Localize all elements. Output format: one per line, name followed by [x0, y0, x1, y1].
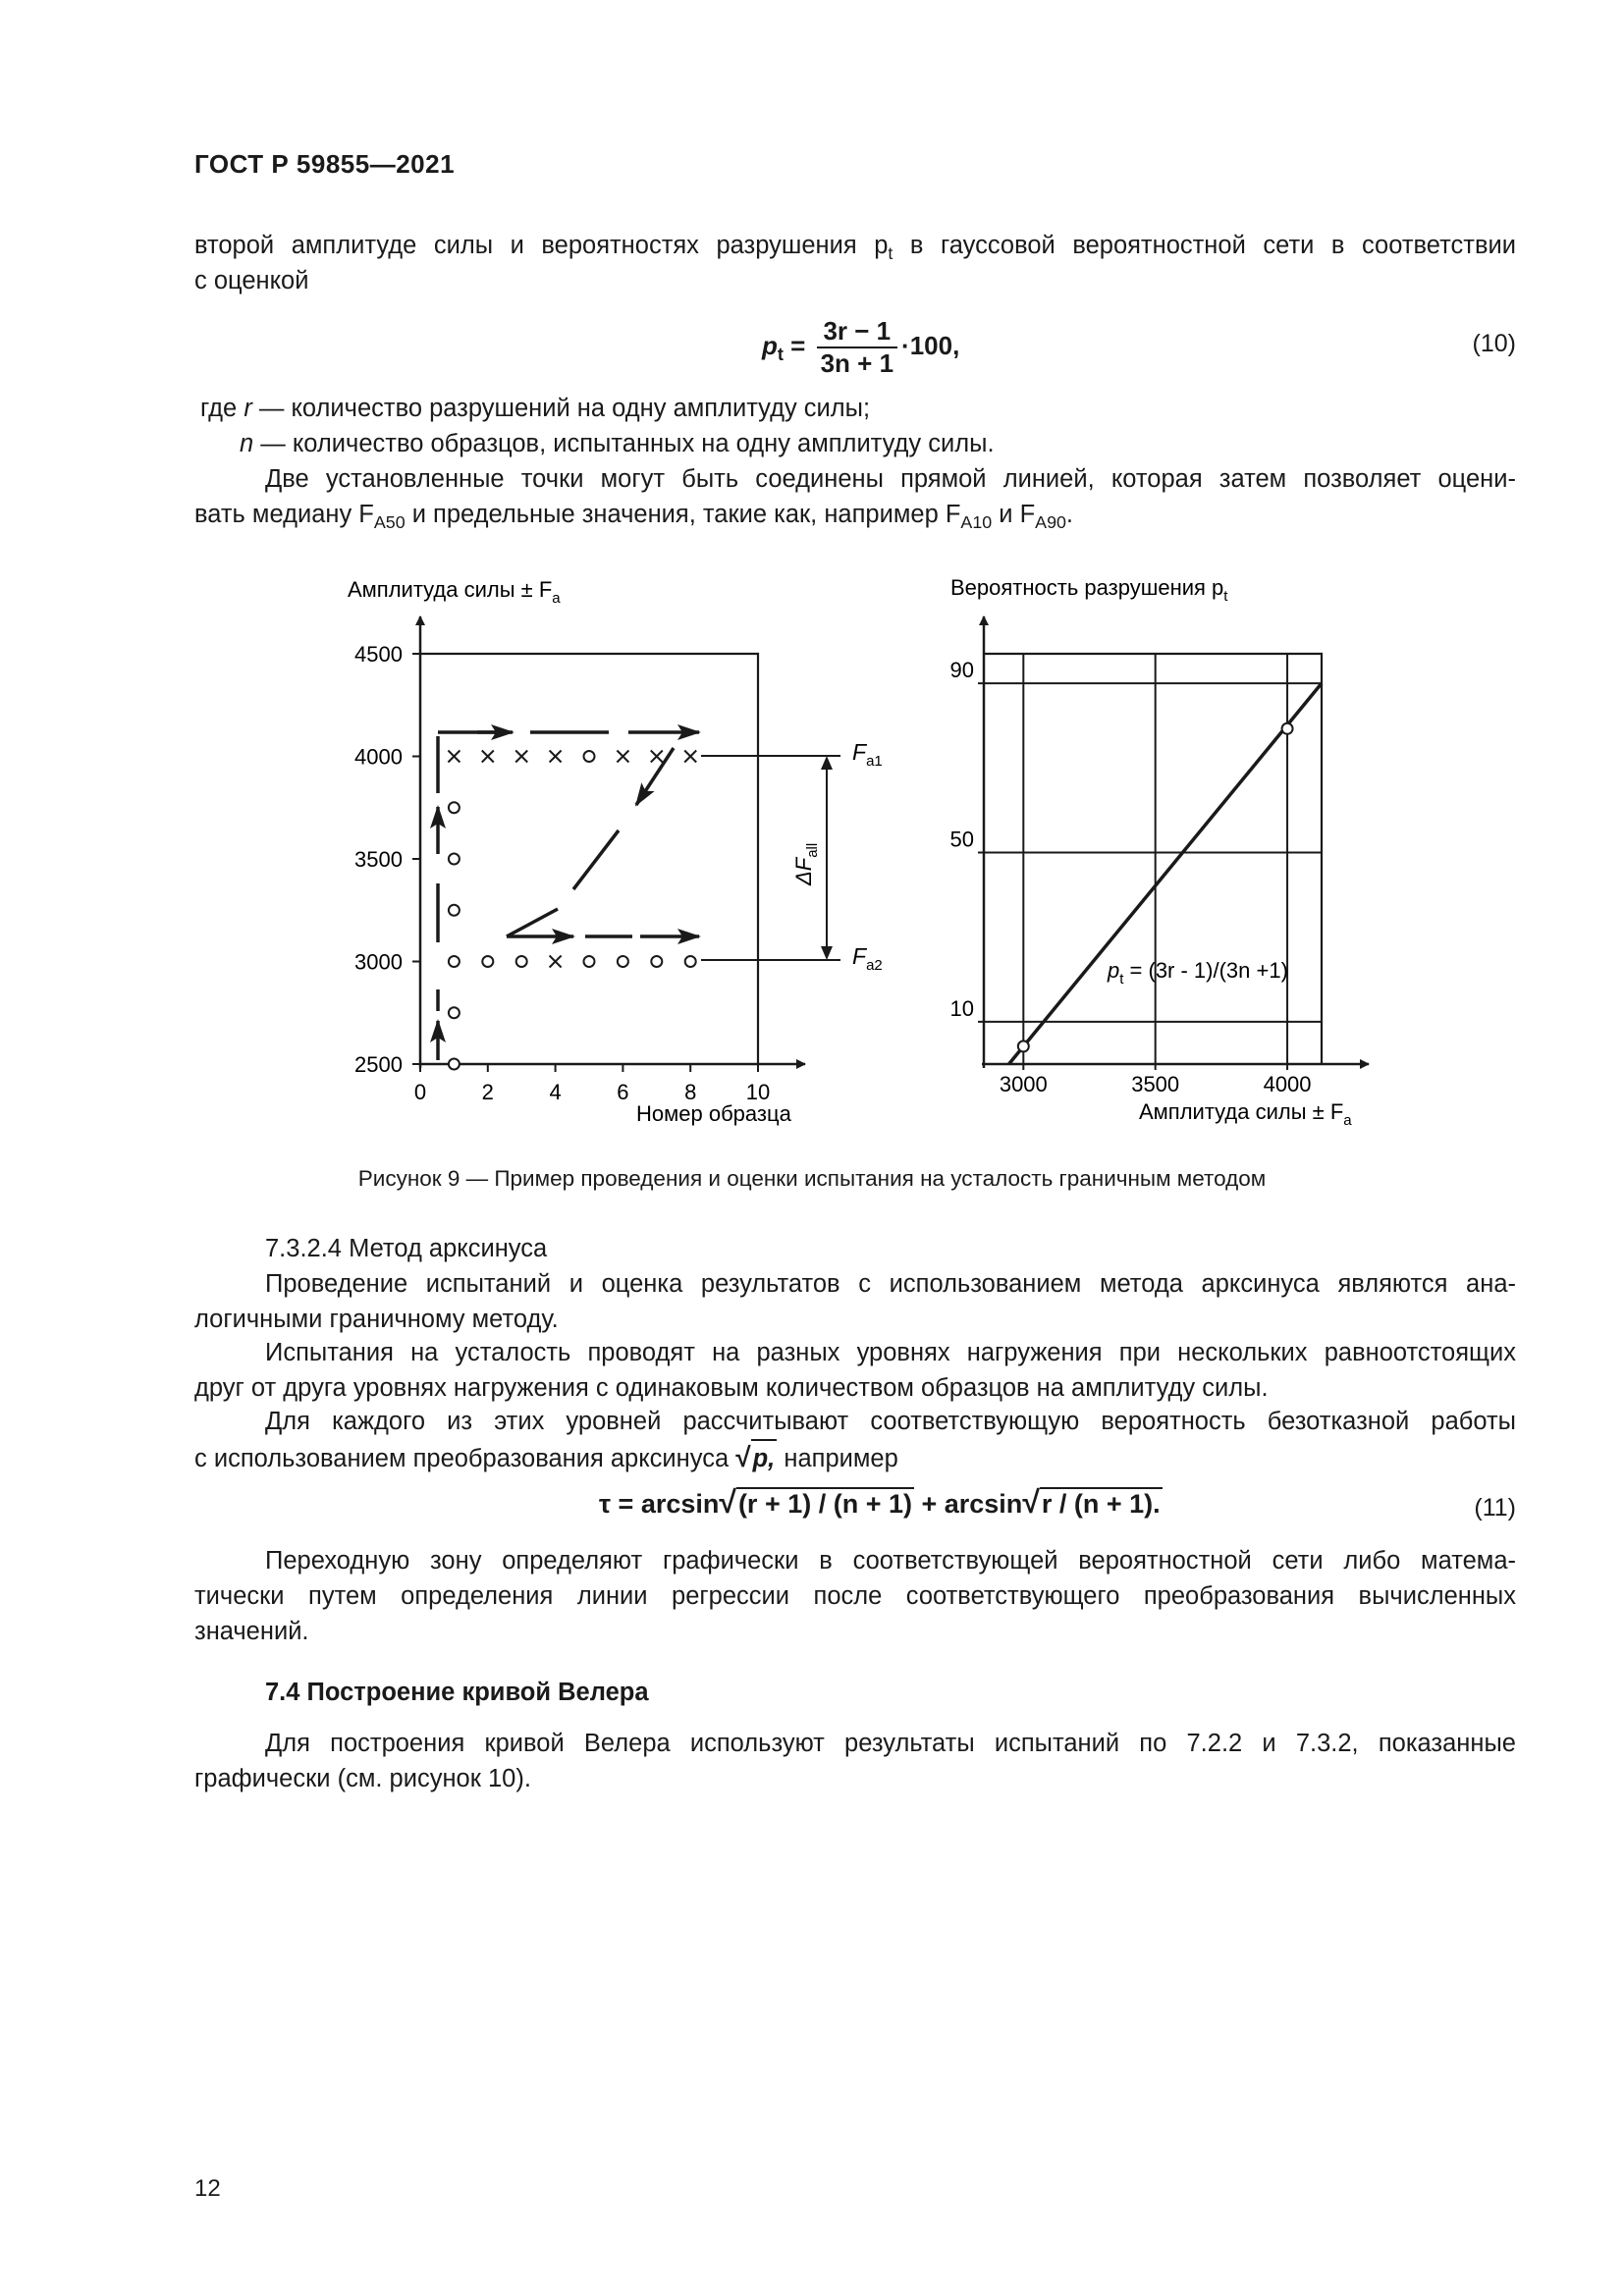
right-chart-xlabel: Амплитуда силы ± $F_a$ — [1139, 1099, 1352, 1129]
left-chart-xtick-label: 8 — [684, 1080, 697, 1104]
left-chart-xtick-label: 2 — [481, 1080, 494, 1104]
survivor-point — [449, 1059, 460, 1070]
left-chart-xtick-label: 0 — [413, 1080, 427, 1104]
section-7324-p1-l2: логичными граничному методу. — [194, 1306, 559, 1333]
survivor-point — [449, 1007, 460, 1018]
left-chart-ytick-label: 4000 — [354, 744, 403, 770]
right-chart-annotation: $p_t = (3r - 1)/(3n +1)$ — [1108, 958, 1288, 988]
page-number: 12 — [194, 2175, 221, 2202]
document-header: ГОСТ Р 59855—2021 — [194, 149, 456, 179]
delta-f-arrow-top — [821, 756, 833, 770]
section-74-title: 7.4 Построение кривой Велера — [265, 1679, 649, 1706]
failure-point — [684, 751, 696, 763]
probability-point — [1282, 723, 1293, 734]
arrow-diagonal-head — [636, 748, 674, 805]
survivor-point — [584, 751, 595, 762]
arrow-diagonal-dash-2 — [507, 909, 558, 936]
delta-f-label: $\Delta F_{all}$ — [791, 842, 821, 885]
left-chart-frame — [420, 654, 758, 1064]
left-chart-ylabel: Амплитуда силы ± $F_a$ — [348, 577, 561, 607]
section-74-l1: Для построения кривой Велера используют результаты испытаний по 7.2.2 и 7.3.2, показанные — [265, 1730, 1516, 1757]
right-chart-ytick-label: 90 — [949, 658, 974, 683]
section-74-l2: графически (см. рисунок 10). — [194, 1765, 531, 1792]
equation-10-number: (10) — [1472, 330, 1516, 357]
arrow-diagonal-dash-1 — [573, 830, 619, 889]
failure-point — [617, 751, 628, 763]
right-chart-ytick-label: 50 — [949, 827, 974, 852]
section-7324-p3-l2: с использованием преобразования арксинуса √p, например — [194, 1439, 1516, 1476]
para-points-line-2: вать медиану $F_{A50}$ и предельные значения, такие как, например $F_{A10}$ и $F_{A90}$. — [194, 501, 1074, 533]
intro-line-2: с оценкой — [194, 267, 309, 294]
failure-point — [448, 751, 460, 763]
para-transition-l3: значений. — [194, 1618, 309, 1645]
right-chart-frame — [984, 654, 1322, 1064]
left-chart-process-arrows — [438, 732, 699, 1060]
section-7324-title: 7.3.2.4 Метод арксинуса — [265, 1235, 548, 1262]
left-chart-ytick-label: 3500 — [354, 847, 403, 872]
equation-11-number: (11) — [1474, 1494, 1516, 1522]
intro-sub-t: t — [888, 243, 893, 264]
failure-point — [515, 751, 527, 763]
right-chart-xtick-label: 4000 — [1263, 1072, 1312, 1096]
survivor-point — [449, 956, 460, 967]
left-chart-xtick-label: 10 — [745, 1080, 771, 1104]
figure-caption: Рисунок 9 — Пример проведения и оценки испытания на усталость граничным методом — [357, 1166, 1267, 1191]
survivor-point — [449, 802, 460, 813]
right-chart-ylabel: Вероятность разрушения $p_t$ — [950, 575, 1228, 605]
def-r: где r — количество разрушений на одну амплитуду силы; — [200, 395, 871, 422]
right-chart-ytick-label: 10 — [949, 995, 974, 1021]
failure-point — [651, 751, 663, 763]
fa1-label: $F_{a1}$ — [852, 739, 883, 770]
right-chart — [950, 575, 1369, 1129]
survivor-point — [482, 956, 493, 967]
para-transition-l1: Переходную зону определяют графически в соответствующей вероятностной сети либо матема- — [265, 1547, 1516, 1575]
def-n: n — количество образцов, испытанных на одну амплитуду силы. — [240, 430, 995, 457]
equation-11: τ = arcsin√(r + 1) / (n + 1) + arcsin√r / (n + 1). — [599, 1484, 1161, 1520]
survivor-point — [449, 854, 460, 865]
left-chart-xlabel: Номер образца — [636, 1101, 791, 1126]
left-chart-ytick-label: 3000 — [354, 949, 403, 975]
left-chart-xtick-label: 6 — [617, 1080, 629, 1104]
left-chart-ytick-label: 2500 — [354, 1052, 403, 1077]
right-chart-xtick-label: 3500 — [1131, 1072, 1180, 1096]
intro-line-1: второй амплитуде силы и вероятностях разрушения $p_t$ в гауссовой вероятностной сети в соответствии — [194, 232, 1516, 264]
probability-point — [1018, 1041, 1029, 1051]
para-points-line-1: Две установленные точки могут быть соединены прямой линией, которая затем позволяет оцени- — [265, 465, 1516, 493]
delta-f-arrow-bottom — [821, 946, 833, 960]
probability-line — [1009, 683, 1322, 1064]
survivor-point — [618, 956, 628, 967]
left-chart-xtick-label: 4 — [549, 1080, 562, 1104]
equation-10: $p_t$ = $\frac{3r - 1}{3n + 1}$ ·100, — [762, 316, 960, 378]
equation-10-fraction: $\frac{3r - 1}{3n + 1}$ — [817, 316, 897, 379]
left-chart — [348, 577, 883, 1126]
failure-point — [550, 956, 562, 968]
failure-point — [482, 751, 494, 763]
survivor-point — [516, 956, 527, 967]
fa2-label: $F_{a2}$ — [852, 943, 883, 974]
survivor-point — [584, 956, 595, 967]
section-7324-p2-l1: Испытания на усталость проводят на разных уровнях нагружения при нескольких равноотстоящих — [265, 1339, 1516, 1366]
left-chart-ytick-label: 4500 — [354, 642, 403, 667]
para-transition-l2: тически путем определения линии регрессии после соответствующего преобразования вычисленных — [194, 1582, 1516, 1610]
survivor-point — [449, 905, 460, 916]
survivor-point — [651, 956, 662, 967]
survivor-point — [685, 956, 696, 967]
right-chart-xtick-label: 3000 — [999, 1072, 1048, 1096]
section-7324-p2-l2: друг от друга уровнях нагружения с одинаковым количеством образцов на амплитуду силы. — [194, 1374, 1269, 1402]
section-7324-p3-l1: Для каждого из этих уровней рассчитывают соответствующую вероятность безотказной работы — [265, 1408, 1516, 1435]
section-7324-p1-l1: Проведение испытаний и оценка результатов с использованием метода арксинуса являются ана- — [265, 1270, 1516, 1298]
failure-point — [550, 751, 562, 763]
